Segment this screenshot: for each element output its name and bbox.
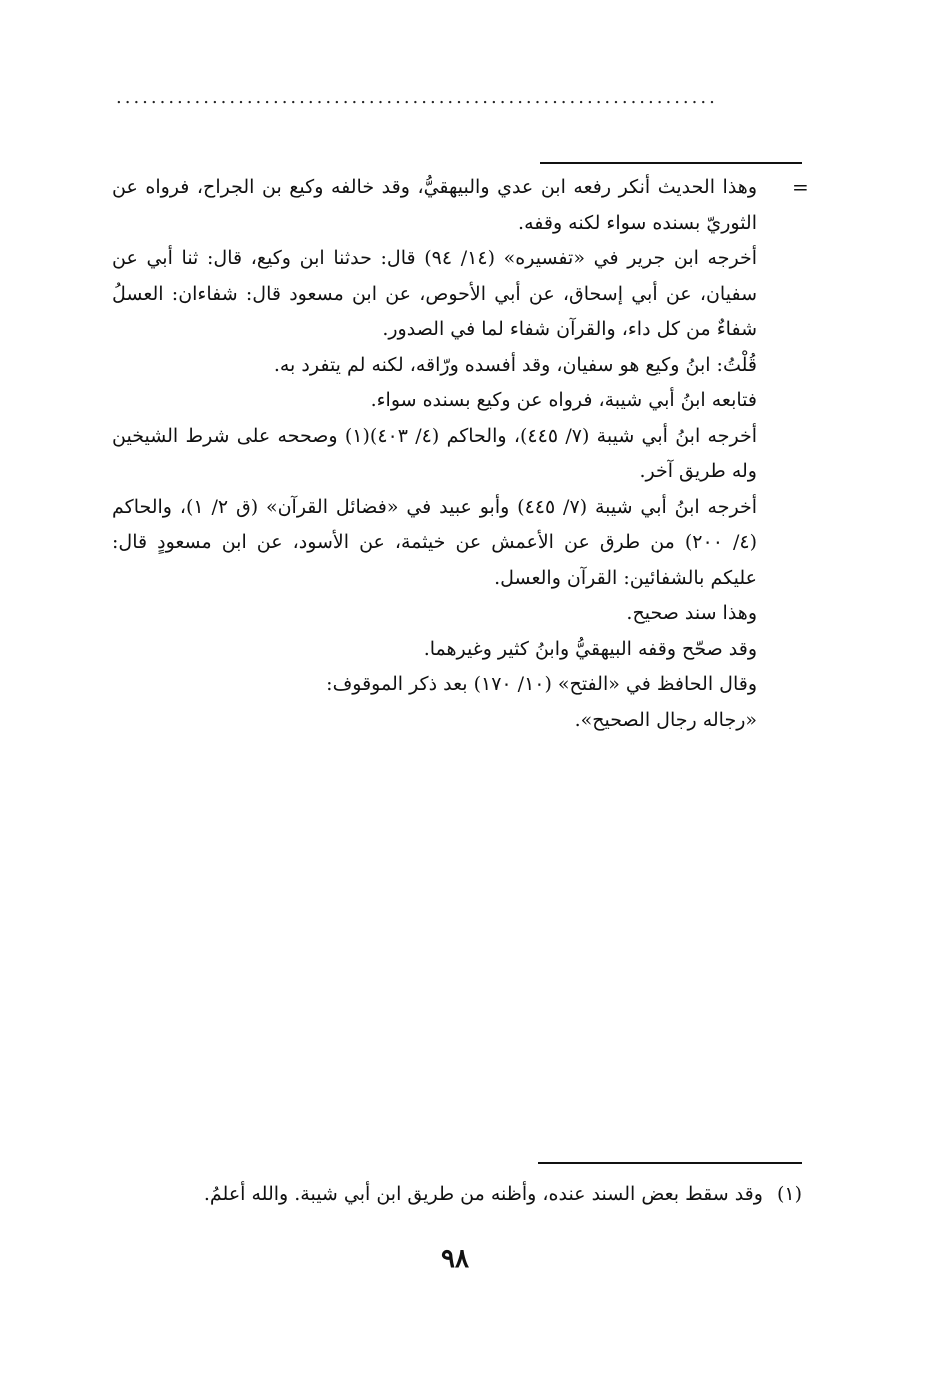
paragraph: فتابعه ابنُ أبي شيبة، فرواه عن وكيع بسنده سواء. <box>370 389 757 411</box>
paragraph: أخرجه ابنُ أبي شيبة (٧/ ٤٤٥)، والحاكم (٤/ ٤٠٣)(١) وصححه على شرط الشيخين وله طريق آخر. <box>112 424 757 482</box>
continuation-mark: = <box>792 175 809 199</box>
paragraph: وهذا الحديث أنكر رفعه ابن عدي والبيهقيُّ، وقد خالفه وكيع بن الجراح، فرواه عن الثوريّ بسنده سواء لكنه وقفه. <box>112 176 757 234</box>
footnote <box>150 1178 802 1210</box>
paragraph: قُلْتُ: ابنُ وكيع هو سفيان، وقد أفسده ورّاقه، لكنه لم يتفرد به. <box>273 353 757 376</box>
paragraph: وقال الحافظ في «الفتح» (١٠/ ١٧٠) بعد ذكر الموقوف: <box>326 673 757 695</box>
header-dotted-line: ..................................................................... <box>116 88 718 108</box>
body-text <box>112 170 757 738</box>
paragraph: «رجاله رجال الصحيح». <box>574 708 757 731</box>
paragraph: أخرجه ابن جرير في «تفسيره» (١٤/ ٩٤) قال: حدثنا ابن وكيع، قال: ثنا أبي عن سفيان، عن أبي إسحاق، عن أبي الأحوص، عن ابن مسعود قال: شفاءان: العسلُ شفاءٌ من كل داء، والقرآن شفاء لما في الصدور. <box>112 247 757 340</box>
top-separator-rule <box>540 162 802 164</box>
footnote-number: (١) <box>776 1183 802 1205</box>
page-number: ٩٨ <box>441 1244 469 1274</box>
footnote-separator-rule <box>538 1162 802 1164</box>
paragraph: وهذا سند صحيح. <box>626 602 757 624</box>
paragraph: وقد صحّح وقفه البيهقيُّ وابنُ كثير وغيرهما. <box>423 637 757 660</box>
paragraph: أخرجه ابنُ أبي شيبة (٧/ ٤٤٥) وأبو عبيد في «فضائل القرآن» (ق ٢/ ١)، والحاكم (٤/ ٢٠٠) من طرق عن الأعمش عن خيثمة، عن الأسود، عن ابن مسعودٍ قال: عليكم بالشفائين: القرآن والعسل. <box>112 495 757 589</box>
footnote-text: وقد سقط بعض السند عنده، وأظنه من طريق ابن أبي شيبة. والله أعلمُ. <box>203 1183 763 1205</box>
